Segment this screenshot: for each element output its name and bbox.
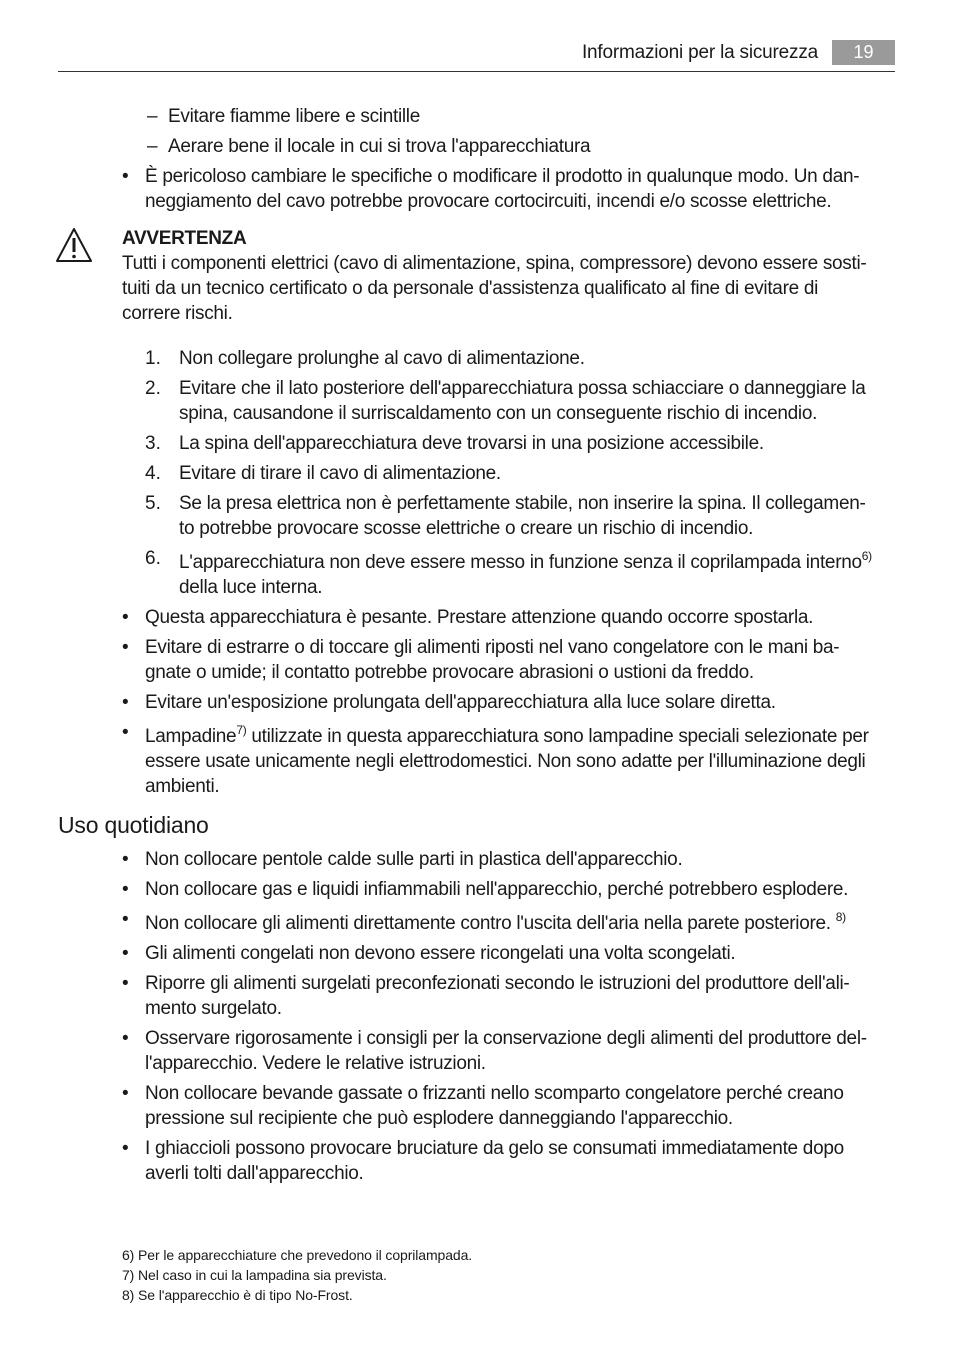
- footnote: 7) Nel caso in cui la lampadina sia prevista.: [122, 1267, 387, 1283]
- bullet-text: Questa apparecchiatura è pesante. Prestare attenzione quando occorre spostarla.: [145, 607, 814, 628]
- bullet-text: Riporre gli alimenti surgelati preconfezionati secondo le istruzioni del produttore dell'ali-: [145, 973, 850, 994]
- warning-icon: [55, 227, 93, 263]
- lamp-rest: utilizzate in questa apparecchiatura sono lampadine speciali selezionate per: [246, 726, 869, 747]
- bullet-text: pressione sul recipiente che può esplodere danneggiando l'apparecchio.: [145, 1108, 733, 1129]
- dash-marker: –: [147, 136, 158, 157]
- daily-text: Non collocare gli alimenti direttamente contro l'uscita dell'aria nella parete posteriore.: [145, 913, 836, 934]
- bullet-marker: •: [122, 909, 129, 930]
- bullet-marker: •: [122, 1138, 129, 1159]
- bullet-marker: •: [122, 849, 129, 870]
- list-number: 5.: [145, 493, 161, 514]
- bullet-marker: •: [122, 1083, 129, 1104]
- list-item: della luce interna.: [179, 577, 323, 598]
- bullet-marker: •: [122, 1028, 129, 1049]
- bullet-marker: •: [122, 879, 129, 900]
- warning-text: tuiti da un tecnico certificato o da personale d'assistenza qualificato al fine di evitare di: [122, 278, 819, 299]
- list-item: [179, 550, 872, 575]
- list-number: 6.: [145, 548, 161, 569]
- bullet-text: I ghiaccioli possono provocare bruciature da gelo se consumati immediatamente dopo: [145, 1138, 844, 1159]
- bullet-text: essere usate unicamente negli elettrodomestici. Non sono adatte per l'illuminazione degli: [145, 751, 866, 772]
- bullet-marker: •: [122, 943, 129, 964]
- footnote: 8) Se l'apparecchio è di tipo No-Frost.: [122, 1287, 353, 1303]
- list-number: 4.: [145, 463, 161, 484]
- dash-item: Evitare fiamme libere e scintille: [168, 106, 420, 127]
- list-number: 1.: [145, 348, 161, 369]
- header-title: Informazioni per la sicurezza: [581, 42, 818, 63]
- list-item: spina, causandone il surriscaldamento con un conseguente rischio di incendio.: [179, 403, 818, 424]
- dash-item: Aerare bene il locale in cui si trova l'apparecchiatura: [168, 136, 591, 157]
- bullet-text: [145, 724, 869, 749]
- page-header: [58, 40, 895, 72]
- bullet-text: l'apparecchio. Vedere le relative istruzioni.: [145, 1053, 486, 1074]
- dash-marker: –: [147, 106, 158, 127]
- section-heading: Uso quotidiano: [58, 812, 209, 838]
- footnote-ref: 7): [236, 723, 247, 737]
- bullet-text: [145, 911, 846, 936]
- list-item-text: L'apparecchiatura non deve essere messo in funzione senza il coprilampada interno: [179, 552, 862, 573]
- list-number: 2.: [145, 378, 161, 399]
- bullet-text: Non collocare pentole calde sulle parti in plastica dell'apparecchio.: [145, 849, 683, 870]
- bullet-text: Evitare di estrarre o di toccare gli alimenti riposti nel vano congelatore con le mani ba-: [145, 637, 840, 658]
- bullet-text: Gli alimenti congelati non devono essere ricongelati una volta scongelati.: [145, 943, 736, 964]
- bullet-marker: •: [122, 637, 129, 658]
- list-item: Non collegare prolunghe al cavo di alimentazione.: [179, 348, 585, 369]
- bullet-marker: •: [122, 722, 129, 743]
- bullet-marker: •: [122, 973, 129, 994]
- bullet-text: Non collocare bevande gassate o frizzanti nello scomparto congelatore perché creano: [145, 1083, 844, 1104]
- bullet-text: neggiamento del cavo potrebbe provocare cortocircuiti, incendi e/o scosse elettriche.: [145, 191, 832, 212]
- bullet-marker: •: [122, 692, 129, 713]
- list-item: to potrebbe provocare scosse elettriche o creare un rischio di incendio.: [179, 518, 754, 539]
- list-item: La spina dell'apparecchiatura deve trovarsi in una posizione accessibile.: [179, 433, 764, 454]
- bullet-marker: •: [122, 607, 129, 628]
- page-number: 19: [832, 40, 895, 65]
- bullet-text: averli tolti dall'apparecchio.: [145, 1163, 364, 1184]
- bullet-text: mento surgelato.: [145, 998, 282, 1019]
- bullet-text: È pericoloso cambiare le specifiche o modificare il prodotto in qualunque modo. Un dan-: [145, 166, 860, 187]
- list-number: 3.: [145, 433, 161, 454]
- bullet-text: Non collocare gas e liquidi infiammabili nell'apparecchio, perché potrebbero esplodere.: [145, 879, 849, 900]
- bullet-marker: •: [122, 166, 129, 187]
- bullet-text: Evitare un'esposizione prolungata dell'apparecchiatura alla luce solare diretta.: [145, 692, 776, 713]
- list-item: Evitare di tirare il cavo di alimentazione.: [179, 463, 501, 484]
- footnote-ref: 8): [835, 910, 846, 924]
- bullet-text: Osservare rigorosamente i consigli per la conservazione degli alimenti del produttore del-: [145, 1028, 867, 1049]
- warning-title: AVVERTENZA: [122, 228, 247, 249]
- bullet-text: gnate o umide; il contatto potrebbe provocare abrasioni o ustioni da freddo.: [145, 662, 754, 683]
- list-item: Se la presa elettrica non è perfettamente stabile, non inserire la spina. Il collegamen-: [179, 493, 866, 514]
- footnote: 6) Per le apparecchiature che prevedono il coprilampada.: [122, 1247, 473, 1263]
- footnote-ref: 6): [861, 549, 872, 563]
- bullet-text: ambienti.: [145, 776, 220, 797]
- list-item: Evitare che il lato posteriore dell'apparecchiatura possa schiacciare o danneggiare la: [179, 378, 866, 399]
- warning-text: correre rischi.: [122, 303, 233, 324]
- warning-text: Tutti i componenti elettrici (cavo di alimentazione, spina, compressore) devono essere sosti-: [122, 253, 867, 274]
- lamp-word: Lampadine: [145, 726, 237, 747]
